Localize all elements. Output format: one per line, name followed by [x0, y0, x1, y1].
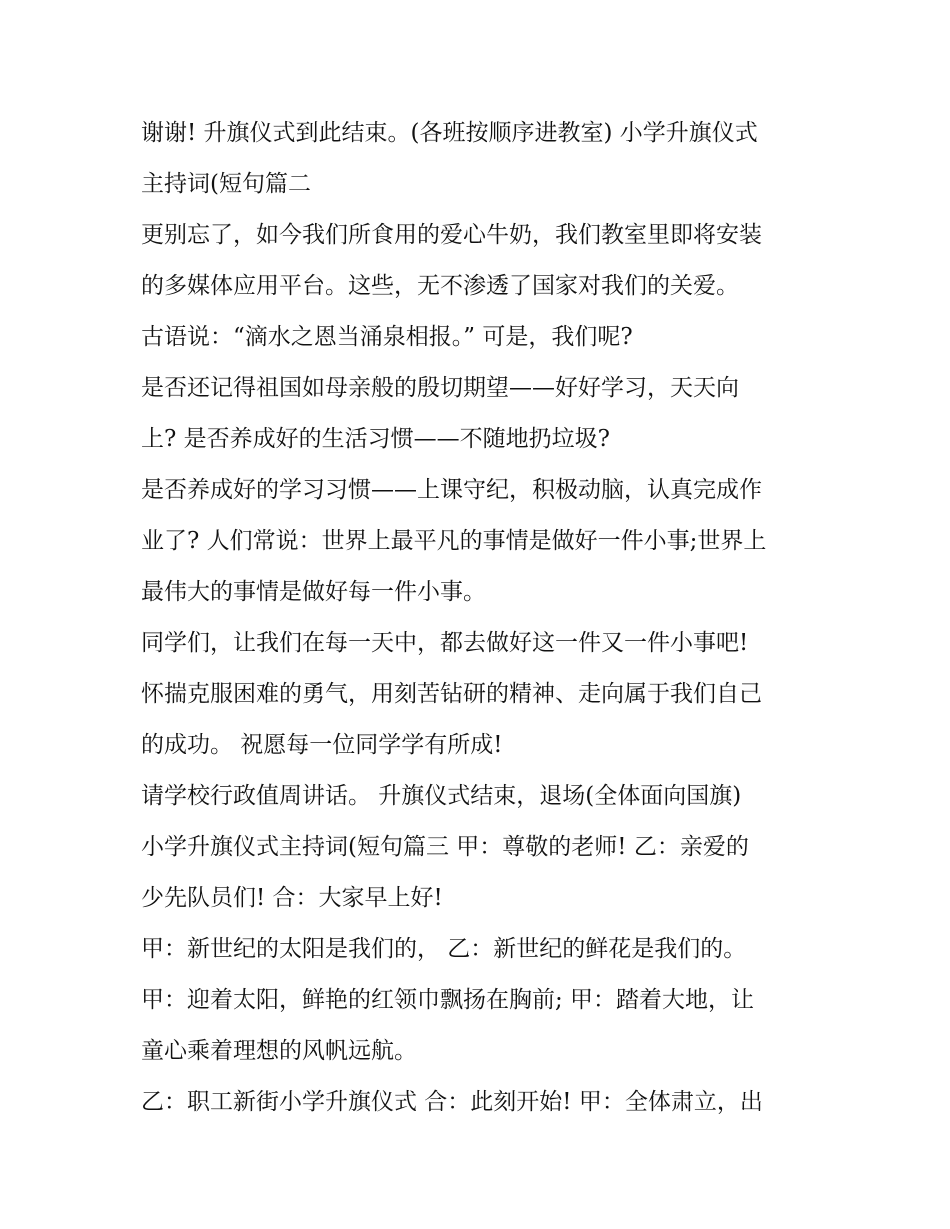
text-line: 怀揣克服困难的勇气，用刻苦钻研的精神、走向属于我们自己 — [141, 681, 762, 707]
text-line: 最伟大的事情是做好每一件小事。 — [141, 579, 486, 605]
text-line: 童心乘着理想的风帆远航。 — [141, 1038, 417, 1064]
text-line: 更别忘了，如今我们所食用的爱心牛奶，我们教室里即将安装 — [141, 222, 762, 248]
text-line: 甲：新世纪的太阳是我们的， 乙：新世纪的鲜花是我们的。 — [141, 936, 747, 962]
text-line: 是否还记得祖国如母亲般的殷切期望——好好学习，天天向 — [141, 375, 739, 401]
document-text — [141, 108, 831, 1128]
text-line: 的多媒体应用平台。这些，无不渗透了国家对我们的关爱。 — [141, 273, 739, 299]
text-line: 乙：职工新街小学升旗仪式 合：此刻开始! 甲：全体肃立，出 — [141, 1089, 763, 1115]
text-line: 少先队员们! 合：大家早上好! — [141, 885, 443, 911]
text-line: 请学校行政值周讲话。 升旗仪式结束，退场(全体面向国旗) — [141, 783, 742, 809]
text-line: 同学们，让我们在每一天中，都去做好这一件又一件小事吧! — [141, 630, 749, 656]
text-line: 的成功。 祝愿每一位同学学有所成! — [141, 732, 503, 758]
text-line: 谢谢! 升旗仪式到此结束。(各班按顺序进教室) 小学升旗仪式 — [141, 120, 758, 146]
text-line: 小学升旗仪式主持词(短句篇三 甲：尊敬的老师! 乙：亲爱的 — [141, 834, 749, 860]
text-line: 主持词(短句篇二 — [141, 171, 311, 197]
text-line: 上? 是否养成好的生活习惯——不随地扔垃圾? — [141, 426, 610, 452]
text-line: 甲：迎着太阳，鲜艳的红领巾飘扬在胸前; 甲：踏着大地，让 — [141, 987, 755, 1013]
text-line: 古语说：“滴水之恩当涌泉相报。” 可是，我们呢? — [141, 324, 633, 350]
text-line: 业了? 人们常说：世界上最平凡的事情是做好一件小事;世界上 — [141, 528, 767, 554]
text-line: 是否养成好的学习习惯——上课守纪，积极动脑，认真完成作 — [141, 477, 762, 503]
